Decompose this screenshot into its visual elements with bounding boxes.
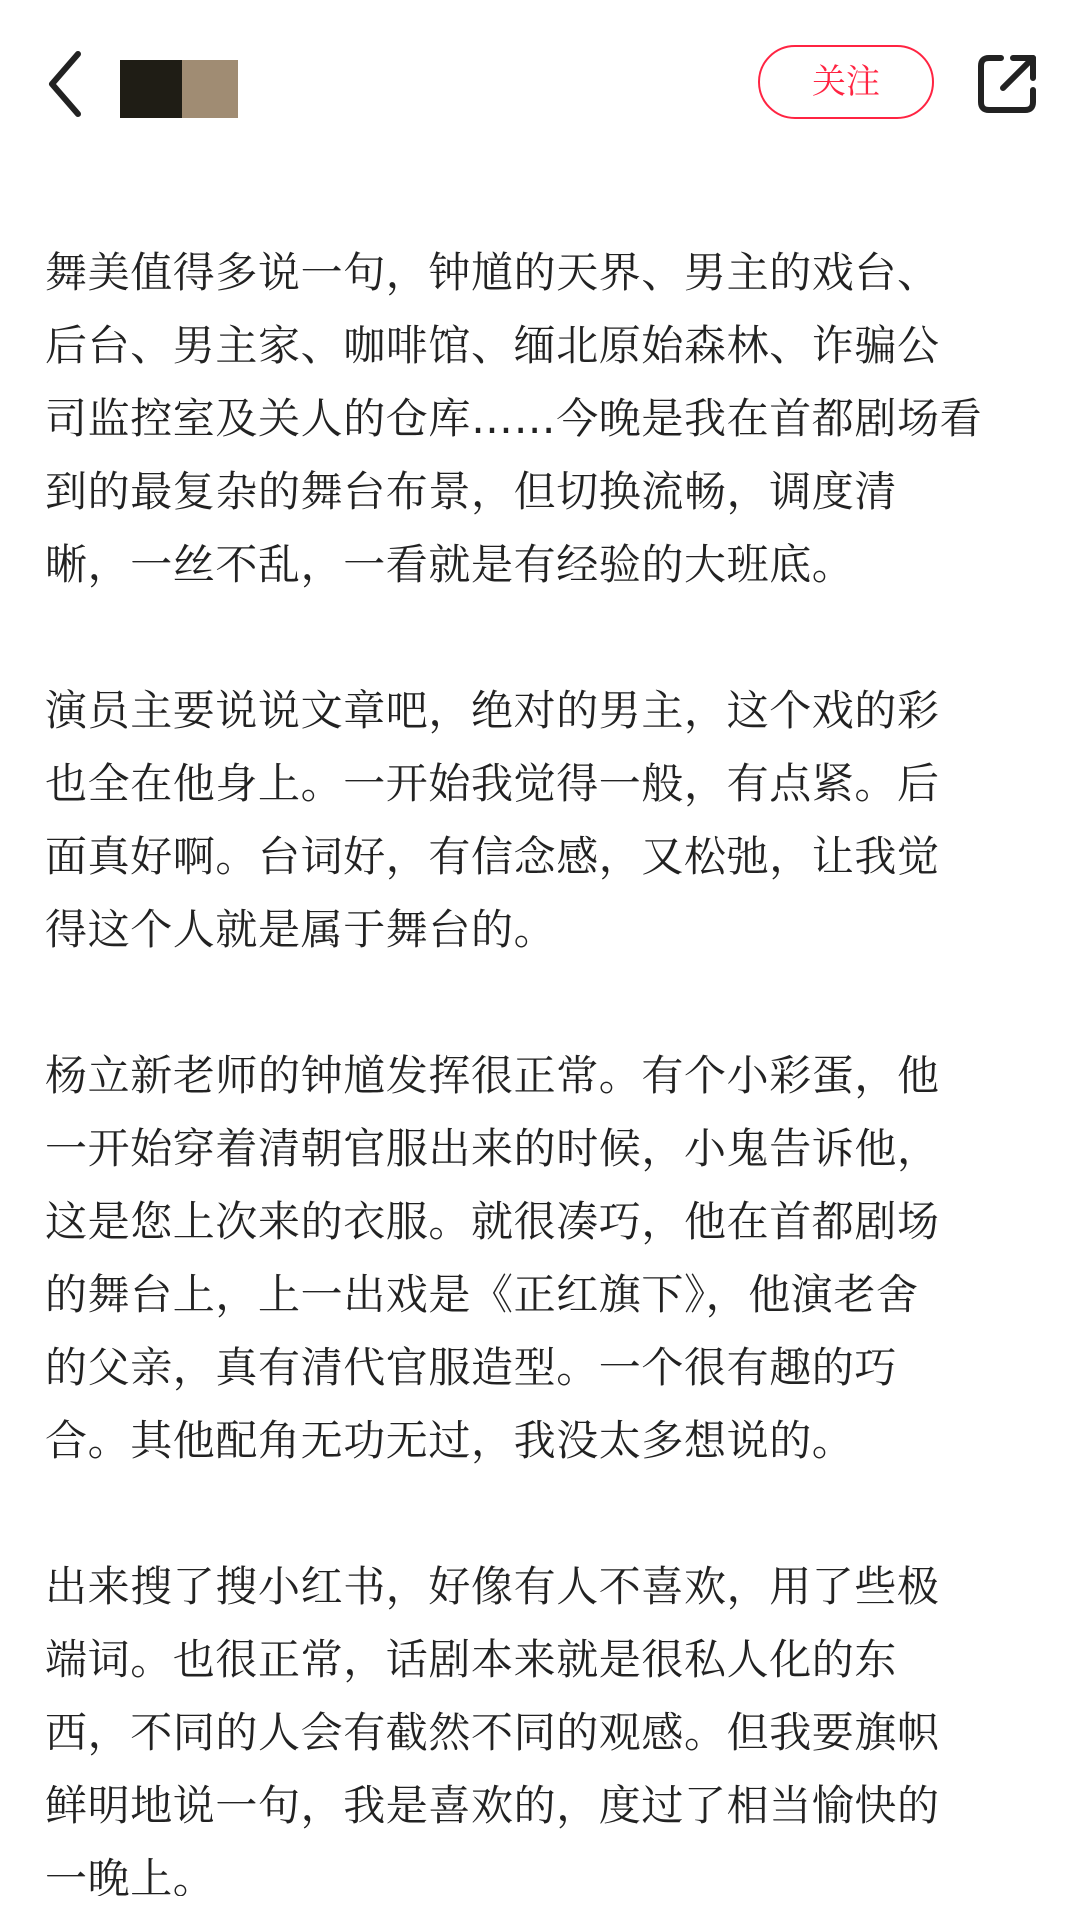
top-bar bbox=[0, 0, 1080, 170]
note-line: 得这个人就是属于舞台的。 bbox=[45, 905, 557, 954]
note-line: 杨立新老师的钟馗发挥很正常。有个小彩蛋，他 bbox=[45, 1051, 940, 1100]
share-button[interactable] bbox=[975, 52, 1039, 116]
back-button[interactable] bbox=[40, 46, 100, 122]
note-line: 鲜明地说一句，我是喜欢的，度过了相当愉快的 bbox=[45, 1781, 940, 1830]
note-line: 出来搜了搜小红书，好像有人不喜欢，用了些极 bbox=[45, 1562, 940, 1611]
note-line: 的舞台上，上一出戏是《正红旗下》，他演老舍 bbox=[45, 1270, 919, 1319]
note-line: 也全在他身上。一开始我觉得一般，有点紧。后 bbox=[45, 759, 940, 808]
note-body bbox=[45, 236, 1045, 1896]
note-line: 司监控室及关人的仓库……今晚是我在首都剧场看 bbox=[45, 394, 983, 443]
note-line: 舞美值得多说一句，钟馗的天界、男主的戏台、 bbox=[45, 248, 940, 297]
note-line: 到的最复杂的舞台布景，但切换流畅，调度清 bbox=[45, 467, 898, 516]
note-paragraph bbox=[45, 236, 1045, 601]
note-line: 这是您上次来的衣服。就很凑巧，他在首都剧场 bbox=[45, 1197, 940, 1246]
share-icon bbox=[975, 52, 1039, 116]
note-paragraph bbox=[45, 674, 1045, 966]
avatar-tile-dark bbox=[120, 60, 182, 118]
note-line: 晰，一丝不乱，一看就是有经验的大班底。 bbox=[45, 540, 855, 589]
note-paragraph bbox=[45, 1550, 1045, 1896]
note-line: 合。其他配角无功无过，我没太多想说的。 bbox=[45, 1416, 855, 1465]
avatar-tile-light bbox=[182, 60, 238, 118]
note-line: 一晚上。 bbox=[45, 1854, 216, 1896]
author-avatar[interactable] bbox=[120, 60, 238, 118]
note-line: 面真好啊。台词好，有信念感，又松弛，让我觉 bbox=[45, 832, 940, 881]
note-line: 演员主要说说文章吧，绝对的男主，这个戏的彩 bbox=[45, 686, 940, 735]
note-line: 的父亲，真有清代官服造型。一个很有趣的巧 bbox=[45, 1343, 898, 1392]
note-line: 端词。也很正常，话剧本来就是很私人化的东 bbox=[45, 1635, 898, 1684]
note-line: 一开始穿着清朝官服出来的时候，小鬼告诉他， bbox=[45, 1124, 940, 1173]
note-line: 西，不同的人会有截然不同的观感。但我要旗帜 bbox=[45, 1708, 940, 1757]
follow-button[interactable]: 关注 bbox=[758, 45, 934, 119]
note-paragraph bbox=[45, 1039, 1045, 1477]
chevron-left-icon bbox=[40, 46, 100, 122]
note-line: 后台、男主家、咖啡馆、缅北原始森林、诈骗公 bbox=[45, 321, 940, 370]
